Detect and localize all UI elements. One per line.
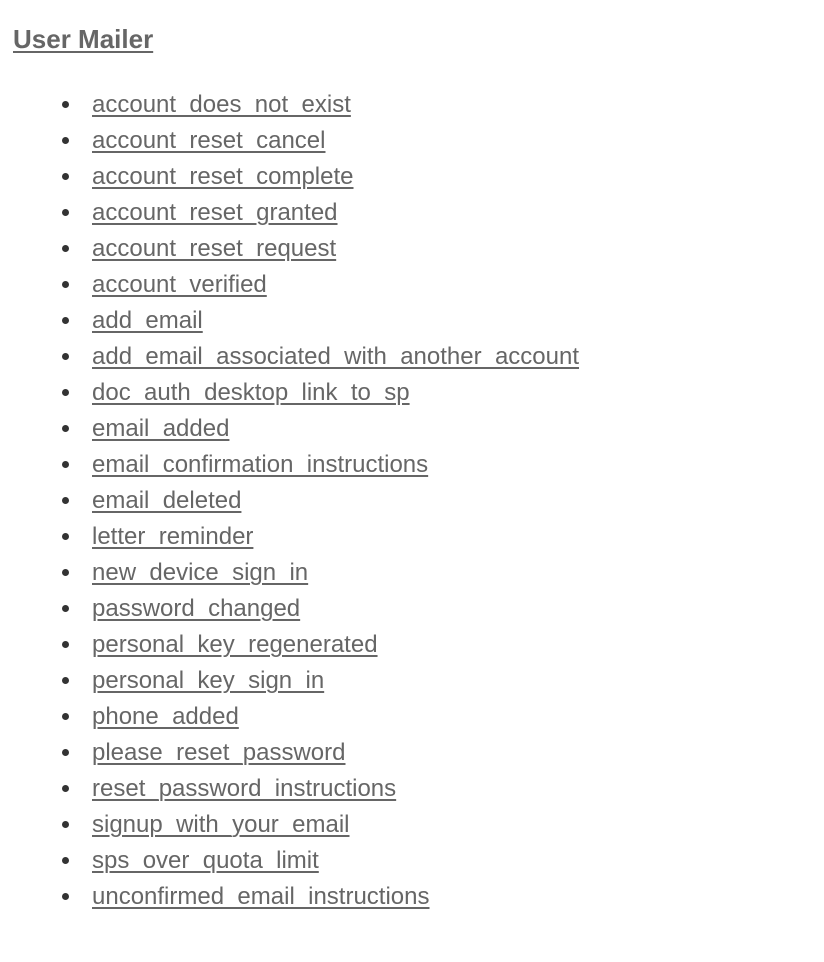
- mailer-link[interactable]: add_email: [92, 307, 203, 334]
- mailer-link[interactable]: reset_password_instructions: [92, 775, 397, 802]
- list-item: [0, 627, 579, 663]
- mailer-link[interactable]: account_reset_cancel: [92, 127, 326, 154]
- list-item: [0, 303, 579, 339]
- mailer-link[interactable]: email_added: [92, 415, 230, 442]
- bullet-icon: [62, 317, 69, 324]
- bullet-icon: [62, 209, 69, 216]
- mailer-link[interactable]: signup_with_your_email: [92, 811, 350, 838]
- bullet-icon: [62, 461, 69, 468]
- list-item: [0, 699, 579, 735]
- list-item: [0, 159, 579, 195]
- mailer-link[interactable]: please_reset_password: [92, 739, 346, 766]
- mailer-link[interactable]: account_reset_request: [92, 235, 337, 262]
- bullet-icon: [62, 281, 69, 288]
- list-item: [0, 267, 579, 303]
- mailer-link[interactable]: account_verified: [92, 271, 267, 298]
- mailer-link[interactable]: personal_key_sign_in: [92, 667, 325, 694]
- bullet-icon: [62, 605, 69, 612]
- list-item: [0, 195, 579, 231]
- list-item: [0, 483, 579, 519]
- list-item: [0, 663, 579, 699]
- bullet-icon: [62, 785, 69, 792]
- list-item: [0, 87, 579, 123]
- bullet-icon: [62, 425, 69, 432]
- bullet-icon: [62, 641, 69, 648]
- list-item: [0, 447, 579, 483]
- bullet-icon: [62, 497, 69, 504]
- mailer-link[interactable]: account_reset_complete: [92, 163, 354, 190]
- bullet-icon: [62, 857, 69, 864]
- mailer-link[interactable]: account_does_not_exist: [92, 91, 351, 118]
- list-item: [0, 735, 579, 771]
- list-item: [0, 807, 579, 843]
- mailer-link[interactable]: password_changed: [92, 595, 301, 622]
- list-item: [0, 375, 579, 411]
- mailer-link[interactable]: account_reset_granted: [92, 199, 338, 226]
- mailer-link[interactable]: letter_reminder: [92, 523, 254, 550]
- list-item: [0, 843, 579, 879]
- bullet-icon: [62, 353, 69, 360]
- bullet-icon: [62, 821, 69, 828]
- bullet-icon: [62, 569, 69, 576]
- user-mailer-heading-link[interactable]: User Mailer: [13, 24, 154, 54]
- bullet-icon: [62, 749, 69, 756]
- mailer-link[interactable]: sps_over_quota_limit: [92, 847, 319, 874]
- list-item: [0, 519, 579, 555]
- bullet-icon: [62, 713, 69, 720]
- bullet-icon: [62, 245, 69, 252]
- list-item: [0, 231, 579, 267]
- mailer-list: [0, 87, 579, 915]
- mailer-link[interactable]: add_email_associated_with_another_account: [92, 343, 580, 370]
- list-item: [0, 411, 579, 447]
- list-item: [0, 123, 579, 159]
- bullet-icon: [62, 533, 69, 540]
- bullet-icon: [62, 173, 69, 180]
- mailer-link[interactable]: email_confirmation_instructions: [92, 451, 429, 478]
- mailer-link[interactable]: unconfirmed_email_instructions: [92, 883, 430, 910]
- bullet-icon: [62, 677, 69, 684]
- list-item: [0, 339, 579, 375]
- mailer-link[interactable]: doc_auth_desktop_link_to_sp: [92, 379, 410, 406]
- bullet-icon: [62, 893, 69, 900]
- bullet-icon: [62, 389, 69, 396]
- mailer-link[interactable]: email_deleted: [92, 487, 242, 514]
- mailer-link[interactable]: phone_added: [92, 703, 239, 730]
- bullet-icon: [62, 137, 69, 144]
- list-item: [0, 879, 579, 915]
- list-item: [0, 591, 579, 627]
- mailer-link[interactable]: new_device_sign_in: [92, 559, 309, 586]
- list-item: [0, 771, 579, 807]
- mailer-link[interactable]: personal_key_regenerated: [92, 631, 378, 658]
- list-item: [0, 555, 579, 591]
- bullet-icon: [62, 101, 69, 108]
